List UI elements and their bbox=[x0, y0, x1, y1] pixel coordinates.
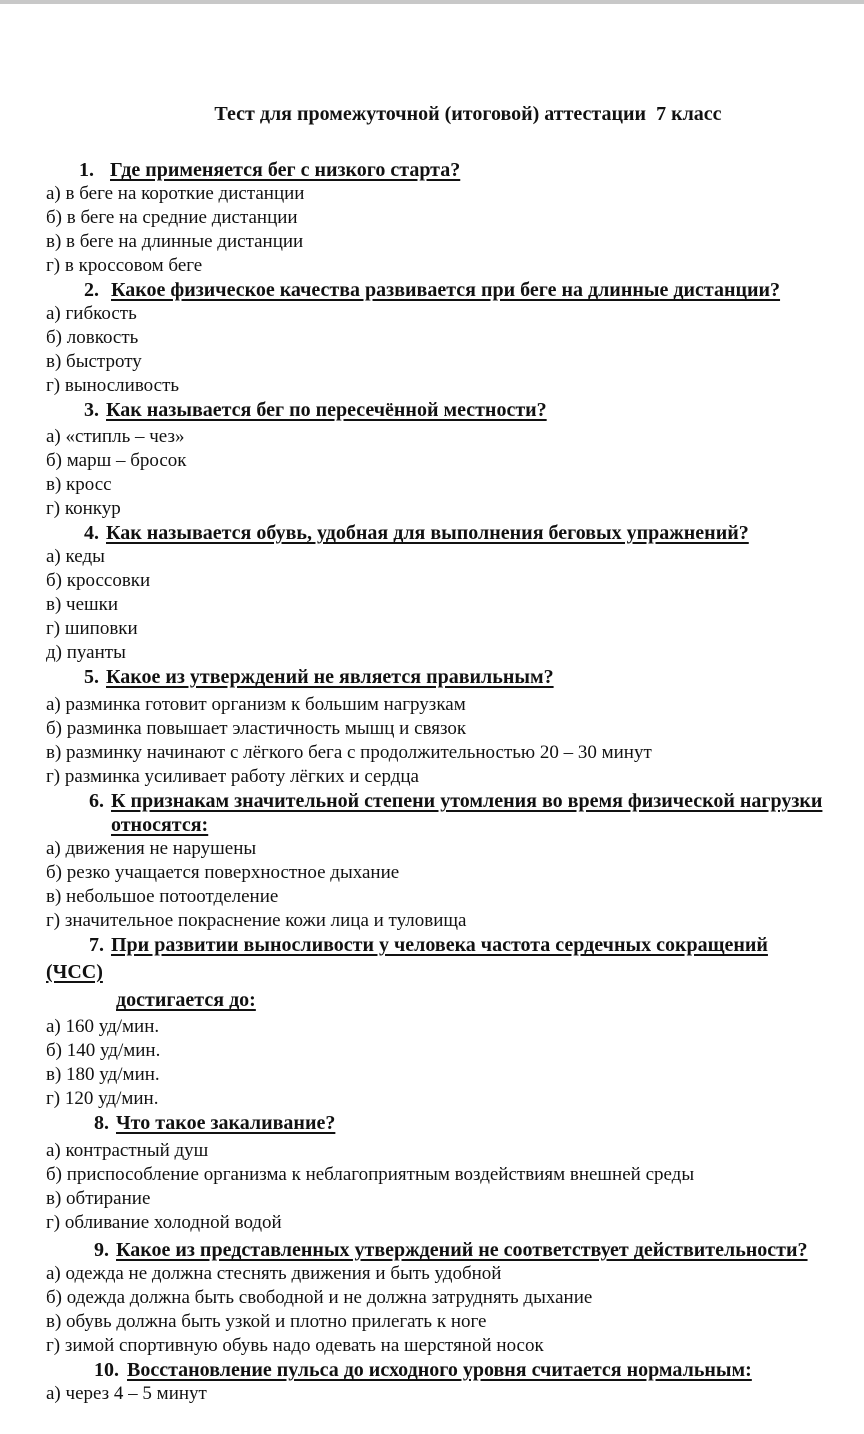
question-7 bbox=[89, 933, 768, 957]
option: в) чешки bbox=[46, 594, 119, 615]
option: б) 140 уд/мин. bbox=[46, 1040, 161, 1061]
question-4 bbox=[84, 521, 749, 545]
question-text: Как называется бег по пересечённой местности? bbox=[106, 399, 547, 421]
option: а) через 4 – 5 минут bbox=[46, 1383, 207, 1404]
option: а) одежда не должна стеснять движения и быть удобной bbox=[46, 1263, 502, 1284]
option: а) кеды bbox=[46, 546, 105, 567]
option: б) в беге на средние дистанции bbox=[46, 207, 298, 228]
question-number: 8. bbox=[94, 1112, 109, 1134]
option: в) обтирание bbox=[46, 1188, 151, 1209]
page-title: Тест для промежуточной (итоговой) аттестации 7 класс bbox=[214, 103, 722, 125]
question-9 bbox=[94, 1238, 808, 1262]
option: г) обливание холодной водой bbox=[46, 1212, 282, 1233]
question-5 bbox=[84, 665, 554, 689]
option: б) резко учащается поверхностное дыхание bbox=[46, 862, 400, 883]
option: г) 120 уд/мин. bbox=[46, 1088, 159, 1109]
question-6 bbox=[89, 789, 822, 813]
option: в) обувь должна быть узкой и плотно прилегать к ноге bbox=[46, 1311, 487, 1332]
question-text: Какое из представленных утверждений не соответствует действительности? bbox=[116, 1239, 808, 1261]
question-7-continuation bbox=[46, 960, 103, 984]
option: а) гибкость bbox=[46, 303, 137, 324]
option: г) в кроссовом беге bbox=[46, 255, 203, 276]
option: б) марш – бросок bbox=[46, 450, 187, 471]
question-text: Как называется обувь, удобная для выполнения беговых упражнений? bbox=[106, 522, 749, 544]
option: в) небольшое потоотделение bbox=[46, 886, 279, 907]
question-7-continuation-2 bbox=[116, 988, 256, 1012]
option: а) 160 уд/мин. bbox=[46, 1016, 160, 1037]
question-text-line-2: (ЧСС) bbox=[46, 961, 103, 983]
question-number: 10. bbox=[94, 1359, 119, 1381]
option: а) движения не нарушены bbox=[46, 838, 257, 859]
question-6-continuation bbox=[111, 813, 208, 837]
question-text: При развитии выносливости у человека частота сердечных сокращений bbox=[111, 934, 768, 956]
question-text: Где применяется бег с низкого старта? bbox=[110, 159, 461, 181]
top-border bbox=[0, 0, 864, 4]
option: в) разминку начинают с лёгкого бега с продолжительностью 20 – 30 минут bbox=[46, 742, 652, 763]
question-number: 7. bbox=[89, 934, 104, 956]
option: в) быстроту bbox=[46, 351, 142, 372]
question-number: 6. bbox=[89, 790, 104, 812]
option: г) разминка усиливает работу лёгких и сердца bbox=[46, 766, 419, 787]
option: в) 180 уд/мин. bbox=[46, 1064, 160, 1085]
option: б) ловкость bbox=[46, 327, 139, 348]
question-1 bbox=[79, 158, 460, 182]
question-number: 9. bbox=[94, 1239, 109, 1261]
option: г) шиповки bbox=[46, 618, 138, 639]
question-2 bbox=[84, 278, 780, 302]
option: г) выносливость bbox=[46, 375, 180, 396]
question-10 bbox=[94, 1358, 752, 1382]
option: а) разминка готовит организм к большим нагрузкам bbox=[46, 694, 466, 715]
question-8 bbox=[94, 1111, 335, 1135]
option: а) «стипль – чез» bbox=[46, 426, 185, 447]
question-text: К признакам значительной степени утомления во время физической нагрузки bbox=[111, 790, 823, 812]
question-text: Что такое закаливание? bbox=[116, 1112, 336, 1134]
question-text: Восстановление пульса до исходного уровня считается нормальным: bbox=[127, 1359, 752, 1381]
question-text-line-3: достигается до: bbox=[116, 989, 256, 1011]
option: б) приспособление организма к неблагоприятным воздействиям внешней среды bbox=[46, 1164, 695, 1185]
option: г) зимой спортивную обувь надо одевать на шерстяной носок bbox=[46, 1335, 544, 1356]
option: д) пуанты bbox=[46, 642, 126, 663]
question-number: 3. bbox=[84, 399, 99, 421]
question-number: 5. bbox=[84, 666, 99, 688]
question-number: 4. bbox=[84, 522, 99, 544]
question-3 bbox=[84, 398, 547, 422]
question-number: 2. bbox=[84, 279, 99, 301]
option: а) в беге на короткие дистанции bbox=[46, 183, 305, 204]
option: б) разминка повышает эластичность мышц и связок bbox=[46, 718, 467, 739]
question-number: 1. bbox=[79, 159, 94, 181]
option: в) кросс bbox=[46, 474, 112, 495]
option: г) конкур bbox=[46, 498, 121, 519]
option: б) кроссовки bbox=[46, 570, 151, 591]
question-text: Какое из утверждений не является правильным? bbox=[106, 666, 554, 688]
option: г) значительное покраснение кожи лица и туловища bbox=[46, 910, 467, 931]
question-text: Какое физическое качества развивается при беге на длинные дистанции? bbox=[111, 279, 781, 301]
option: в) в беге на длинные дистанции bbox=[46, 231, 304, 252]
option: б) одежда должна быть свободной и не должна затруднять дыхание bbox=[46, 1287, 593, 1308]
question-text-line-2: относятся: bbox=[111, 814, 209, 836]
option: а) контрастный душ bbox=[46, 1140, 209, 1161]
